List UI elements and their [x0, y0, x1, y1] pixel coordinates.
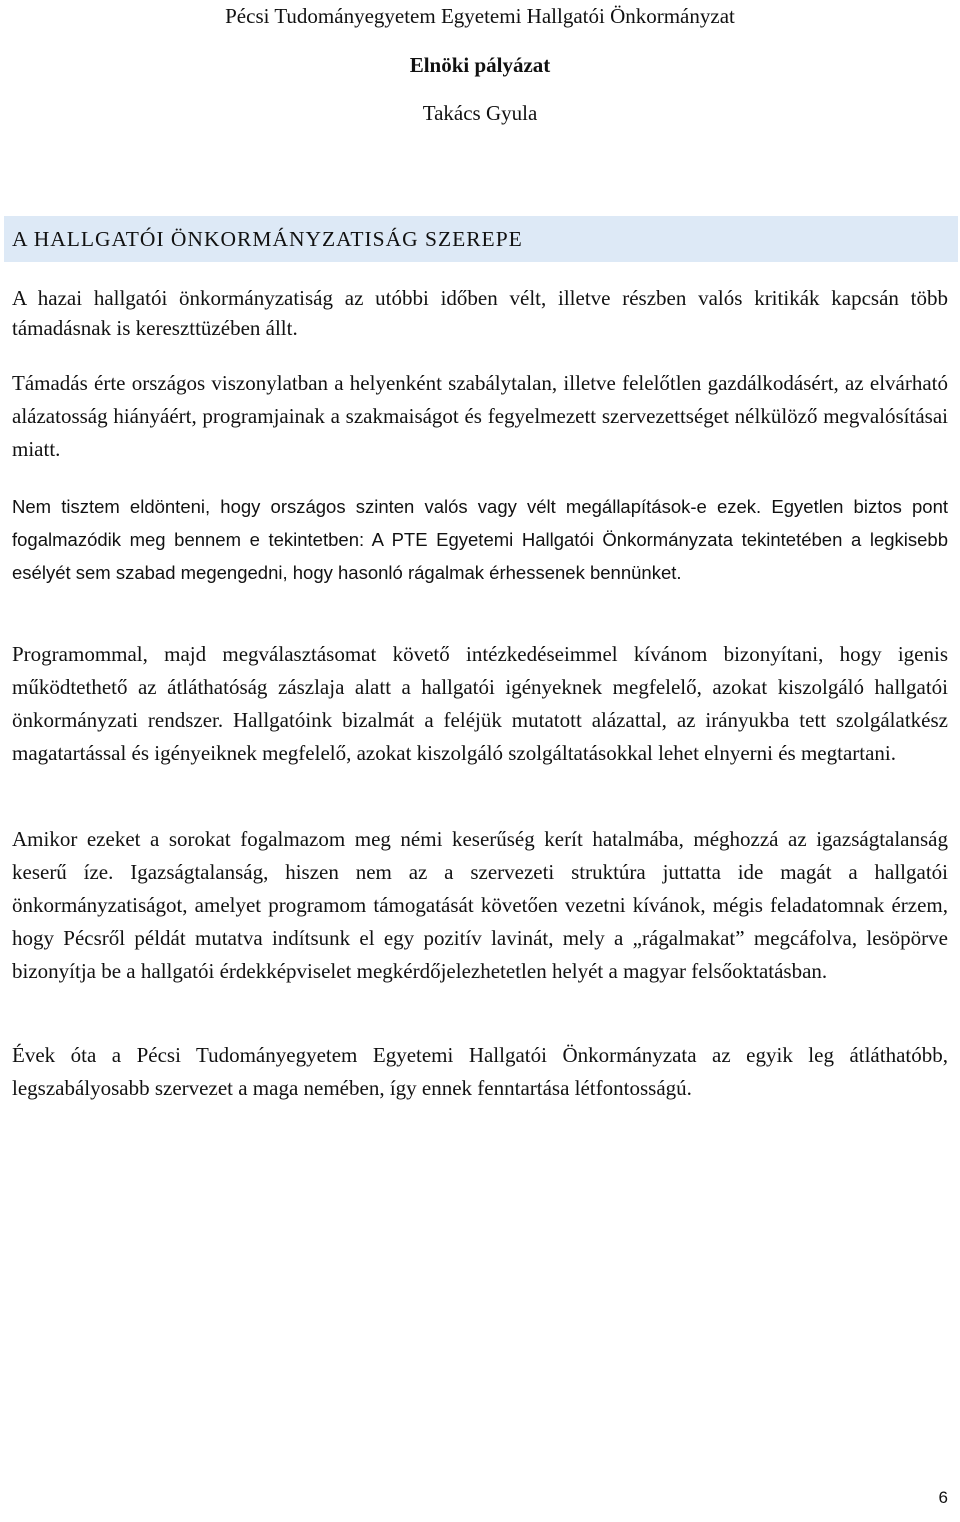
paragraph-6: Évek óta a Pécsi Tudományegyetem Egyetemi Hallgatói Önkormányzata az egyik leg átláthatóbb, legszabályosabb szervezet a maga nemében, így ennek fenntartása létfontosságú. [12, 1043, 948, 1100]
paragraph-3-sentence-2: Egyetlen biztos pont fogalmazódik meg bennem e tekintetben: A PTE Egyetemi Hallgatói Önkormányzata tekintetében a legkisebb esélyét sem szabad megengedni, hogy hasonló rágalmak érhessenek bennünket. [12, 496, 949, 583]
section-heading-band [4, 216, 958, 262]
paragraph-2: Támadás érte országos viszonylatban a helyenként szabálytalan, illetve felelőtlen gazdálkodásért, az elvárható alázatosság hiányáért, programjainak a szakmaiságot és fegyelmezett szervezettséget nélkülöző megvalósításai miatt. [12, 371, 948, 461]
section-heading: A HALLGATÓI ÖNKORMÁNYZATISÁG SZEREPE [12, 227, 523, 251]
paragraph-5: Amikor ezeket a sorokat fogalmazom meg némi keserűség kerít hatalmába, méghozzá az igazságtalanság keserű íze. Igazságtalanság, hiszen nem az a szervezeti struktúra juttatta ide magát a hallgatói önkormányzatiságot, amelyet programom támogatását követően vezetni kívánok, mégis feladatomnak érzem, hogy Pécsről példát mutatva indítsunk el egy pozitív lavinát, mely a „rágalmakat” megcáfolva, lesöpörve bizonyítja be a hallgatói érdekképviselet megkérdőjelezhetetlen helyét a magyar felsőoktatásban. [12, 827, 948, 983]
header-author: Takács Gyula [422, 101, 538, 125]
paragraph-1: A hazai hallgatói önkormányzatiság az utóbbi időben vélt, illetve részben valós kritikák kapcsán több támadásnak is kereszttüzében állt. [12, 286, 948, 340]
paragraph-3-sentence-1: Nem tisztem eldönteni, hogy országos szinten valós vagy vélt megállapítások-e ezek. [12, 496, 762, 517]
paragraph-3 [12, 490, 948, 589]
page-number: 6 [938, 1488, 948, 1507]
paragraph-4: Programommal, majd megválasztásomat követő intézkedéseimmel kívánom bizonyítani, hogy igenis működtethető az átláthatóság zászlaja alatt a hallgatói igényeknek megfelelő, azokat kiszolgáló hallgatói önkormányzati rendszer. Hallgatóink bizalmát a feléjük mutatott alázattal, az irányukba tett szolgálatkész magatartással és igényeiknek megfelelő, azokat kiszolgáló szolgáltatásokkal lehet elnyerni és megtartani. [12, 642, 948, 765]
header-organization: Pécsi Tudományegyetem Egyetemi Hallgatói Önkormányzat [225, 4, 735, 28]
header-title: Elnöki pályázat [409, 53, 551, 77]
